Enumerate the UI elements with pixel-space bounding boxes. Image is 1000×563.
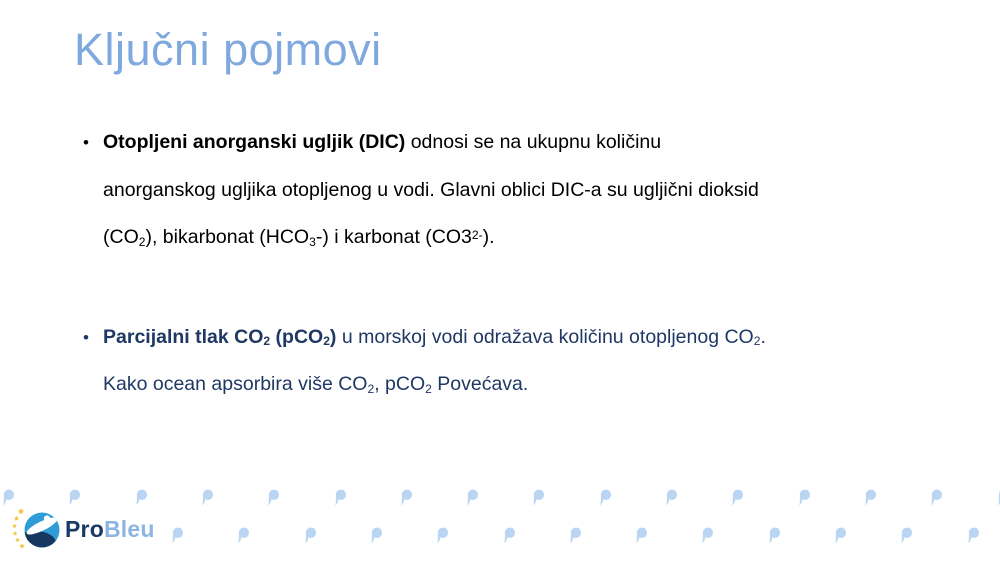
water-droplet-icon	[201, 489, 213, 506]
bullet-text-line	[103, 119, 960, 167]
water-droplet-icon	[370, 527, 382, 544]
star-icon	[19, 543, 24, 548]
text-segment: 2	[323, 334, 330, 349]
text-segment: 2	[367, 381, 375, 396]
text-segment: 2	[425, 381, 432, 396]
slide-title: Ključni pojmovi	[74, 24, 382, 75]
water-droplet-icon	[334, 489, 346, 506]
water-droplet-icon	[635, 527, 647, 544]
bullet-text-line	[103, 214, 960, 262]
text-segment: anorganskog ugljika otopljenog u vodi. Glavni oblici DIC-a su ugljični dioksid	[103, 178, 759, 201]
text-segment: )	[329, 325, 337, 348]
probleu-emblem-icon	[12, 506, 62, 552]
bullet-item	[83, 314, 960, 409]
water-droplet-icon	[665, 489, 677, 506]
water-droplet-icon	[267, 489, 279, 506]
text-segment: , pCO	[374, 373, 426, 395]
water-droplet-icon	[171, 527, 183, 544]
text-segment: Povećava.	[431, 373, 529, 395]
water-droplet-icon	[900, 527, 912, 544]
logo-text-pro: Pro	[65, 515, 104, 542]
star-icon	[15, 538, 20, 543]
text-segment: Parcijalni tlak CO	[103, 325, 264, 348]
water-droplet-icon	[798, 489, 810, 506]
text-segment: Otopljeni anorganski ugljik (DIC)	[103, 131, 406, 153]
bullet-marker: •	[83, 133, 89, 152]
bullet-item	[83, 119, 960, 262]
water-droplet-icon	[532, 489, 544, 506]
water-droplet-icon	[237, 527, 249, 544]
water-droplet-icon	[864, 489, 876, 506]
water-droplet-icon	[599, 489, 611, 506]
text-segment: ).	[482, 226, 495, 248]
water-droplet-icon	[503, 527, 515, 544]
star-icons	[12, 508, 25, 548]
text-segment: odnosi se na ukupnu količinu	[405, 131, 662, 153]
text-segment: Kako ocean apsorbira više CO	[103, 373, 368, 395]
probleu-logo	[12, 504, 165, 554]
water-droplet-icon	[768, 527, 780, 544]
water-droplet-icon	[834, 527, 846, 544]
text-segment: (CO	[103, 226, 139, 248]
star-icon	[13, 531, 18, 536]
water-droplet-icon	[997, 489, 1000, 506]
text-segment: 3	[309, 234, 316, 249]
text-segment: 2-	[471, 228, 483, 243]
text-segment: .	[760, 325, 766, 348]
water-droplet-icon	[466, 489, 478, 506]
text-segment: u morskoj vodi odražava količinu otopljenog CO	[336, 325, 754, 348]
text-segment: 2	[138, 234, 146, 249]
star-icon	[14, 516, 19, 521]
water-droplet-icon	[701, 527, 713, 544]
star-icon	[18, 508, 24, 514]
star-icon	[12, 524, 17, 529]
logo-text	[65, 516, 155, 543]
logo-text-bleu: Bleu	[103, 515, 155, 542]
water-droplet-icon	[967, 527, 979, 544]
water-droplet-icon	[731, 489, 743, 506]
bullet-text-line	[103, 167, 960, 215]
text-segment: ), bikarbonat (HCO	[145, 226, 310, 248]
text-segment: 2	[263, 334, 271, 349]
bullet-text-line	[103, 314, 960, 362]
water-droplet-icon	[400, 489, 412, 506]
text-segment: -) i karbonat (CO3	[315, 226, 472, 248]
water-droplet-icon	[436, 527, 448, 544]
bullet-marker: •	[83, 327, 89, 347]
water-droplet-icon	[569, 527, 581, 544]
bullet-text-line	[103, 361, 960, 409]
water-droplet-icon	[304, 527, 316, 544]
text-segment: (pCO	[270, 325, 324, 348]
bullet-list	[83, 119, 960, 409]
text-segment: 2	[753, 334, 761, 349]
water-droplet-icon	[930, 489, 942, 506]
